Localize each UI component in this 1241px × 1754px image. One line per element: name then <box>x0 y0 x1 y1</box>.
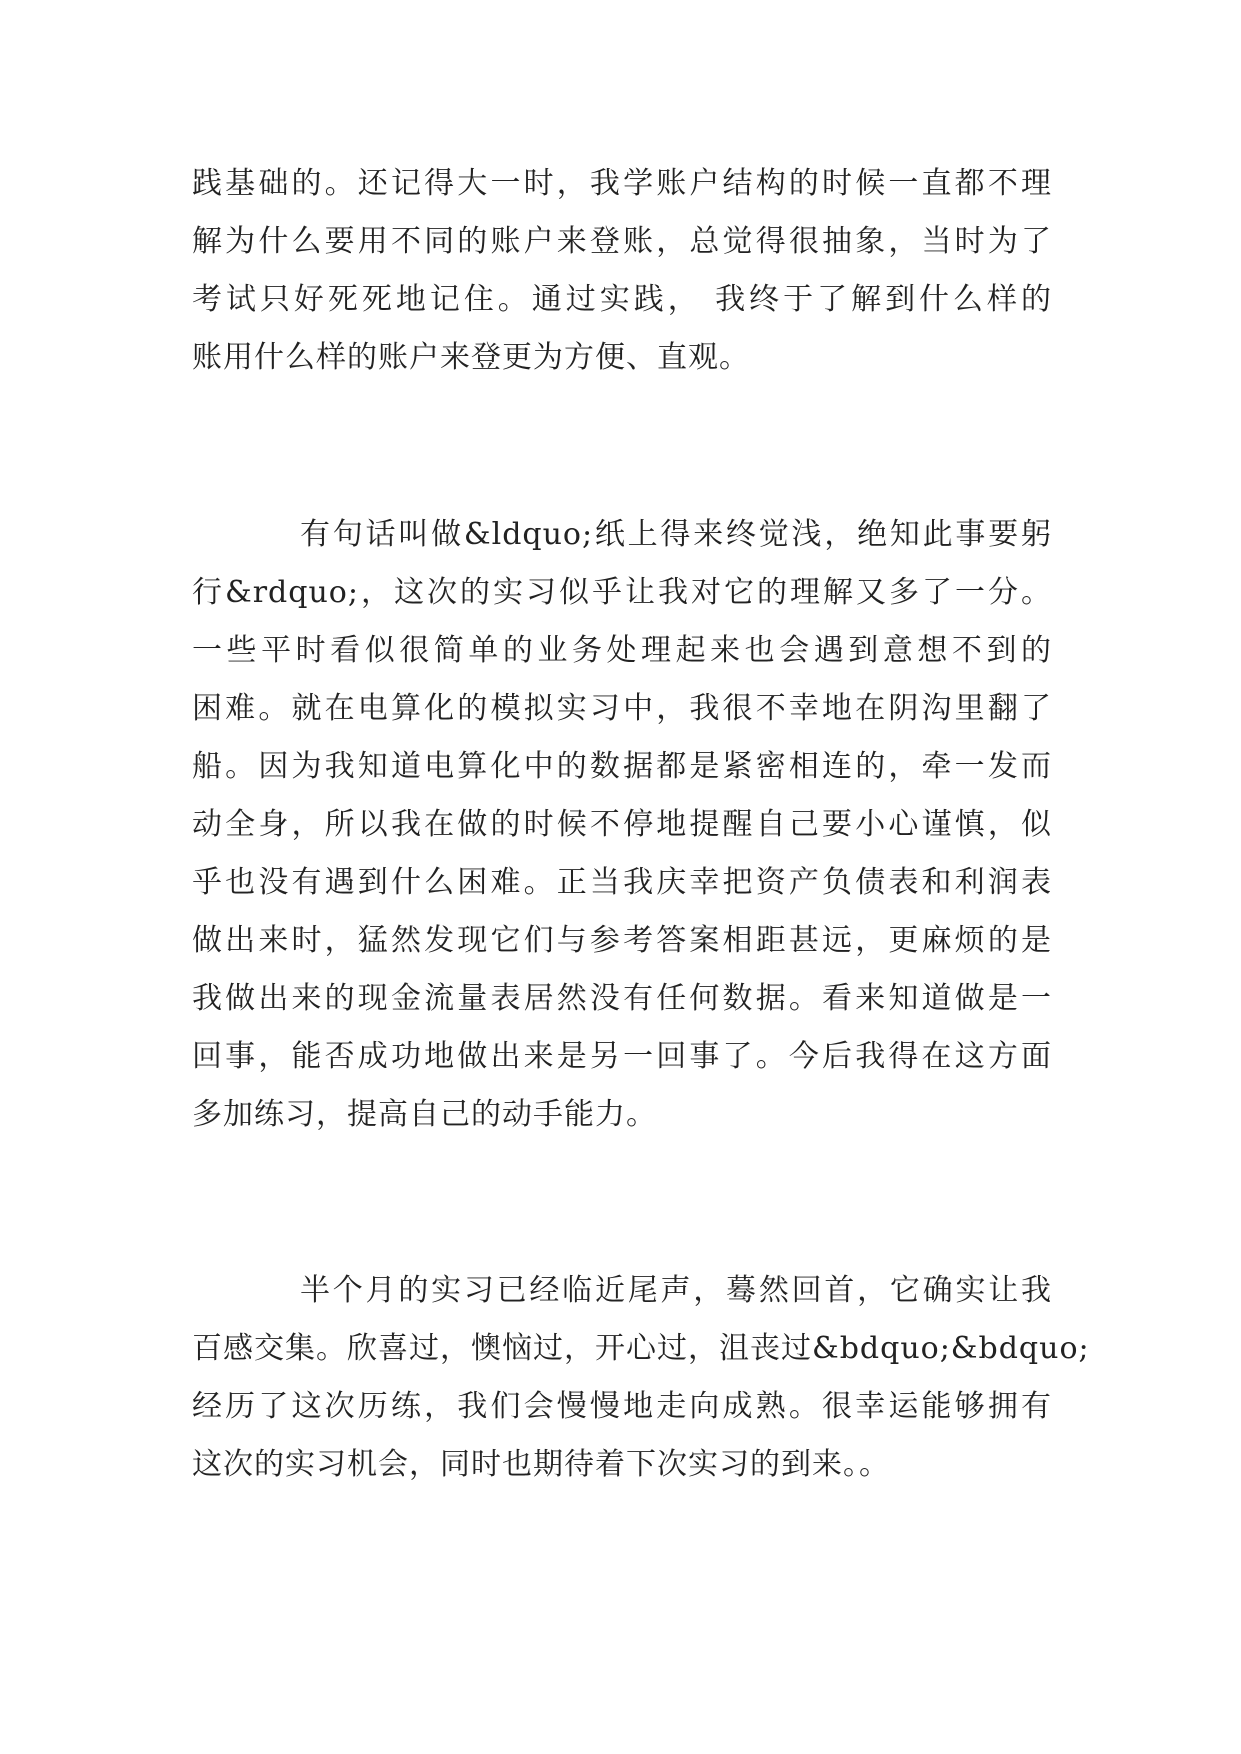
text-line: 做出来时，猛然发现它们与参考答案相距甚远，更麻烦的是 <box>192 923 1052 958</box>
paragraph-3 <box>192 1262 1090 1494</box>
text-line: 有句话叫做&ldquo;纸上得来终觉浅，绝知此事要躬 <box>300 517 1052 552</box>
text-line: 账用什么样的账户来登更为方便、直观。 <box>192 340 750 375</box>
text-line: 我做出来的现金流量表居然没有任何数据。看来知道做是一 <box>192 981 1052 1016</box>
text-line: 动全身，所以我在做的时候不停地提醒自己要小心谨慎，似 <box>192 807 1052 842</box>
text-line: 解为什么要用不同的账户来登账，总觉得很抽象，当时为了 <box>192 224 1052 259</box>
text-line: 百感交集。欣喜过，懊恼过，开心过，沮丧过&bdquo;&bdquo; <box>192 1331 1090 1366</box>
text-line: 半个月的实习已经临近尾声，蓦然回首，它确实让我 <box>300 1273 1052 1308</box>
paragraph-1 <box>192 155 1052 387</box>
text-line: 回事，能否成功地做出来是另一回事了。今后我得在这方面 <box>192 1039 1052 1074</box>
text-line: 践基础的。还记得大一时，我学账户结构的时候一直都不理 <box>192 166 1052 201</box>
text-line: 一些平时看似很简单的业务处理起来也会遇到意想不到的 <box>192 633 1052 668</box>
text-line: 这次的实习机会，同时也期待着下次实习的到来。。 <box>192 1447 890 1482</box>
text-line: 行&rdquo;，这次的实习似乎让我对它的理解又多了一分。 <box>192 575 1052 610</box>
text-line: 经历了这次历练，我们会慢慢地走向成熟。很幸运能够拥有 <box>192 1389 1052 1424</box>
text-line: 乎也没有遇到什么困难。正当我庆幸把资产负债表和利润表 <box>192 865 1052 900</box>
text-line: 考试只好死死地记住。通过实践， 我终于了解到什么样的 <box>192 282 1052 317</box>
text-line: 船。因为我知道电算化中的数据都是紧密相连的，牵一发而 <box>192 749 1052 784</box>
text-line: 困难。就在电算化的模拟实习中，我很不幸地在阴沟里翻了 <box>192 691 1052 726</box>
text-line: 多加练习，提高自己的动手能力。 <box>192 1097 657 1132</box>
paragraph-2 <box>192 506 1052 1144</box>
